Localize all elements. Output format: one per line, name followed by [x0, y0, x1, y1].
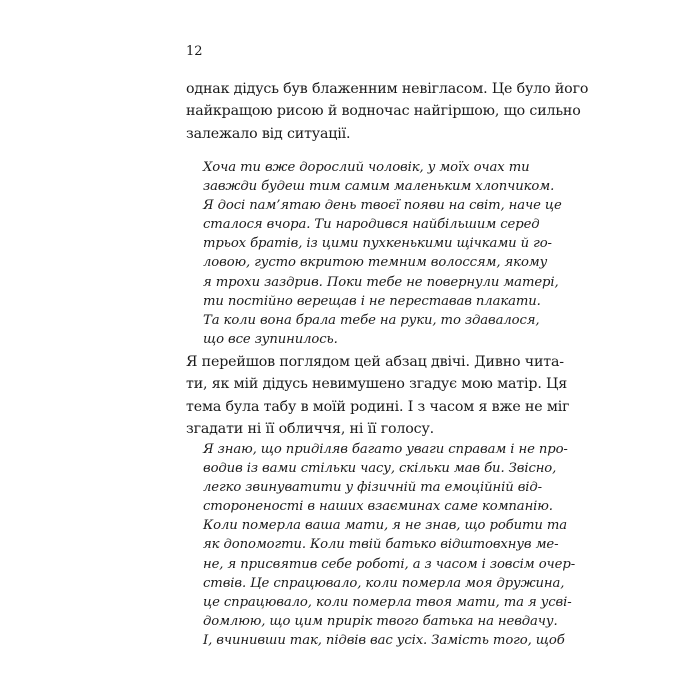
- paragraph-1: [186, 78, 589, 145]
- quote-line: ти постійно верещав і не переставав плакати.: [203, 293, 541, 309]
- quote-line: сталося вчора. Ти народився найбільшим серед: [203, 217, 540, 233]
- quote-line: що все зупинилось.: [203, 331, 338, 347]
- quote-line: Хоча ти вже дорослий чоловік, у моїх очах ти: [203, 160, 530, 175]
- paragraph-2: [186, 351, 570, 441]
- quote-line: завжди будеш тим самим маленьким хлопчиком.: [203, 179, 555, 195]
- quote-line: І, вчинивши так, підвів вас усіх. Замість того, щоб: [203, 632, 565, 648]
- page-number: 12: [186, 44, 203, 59]
- paragraph-line: ти, як мій дідусь невимушено згадує мою матір. Ця: [186, 376, 568, 393]
- letter-quote-2: [203, 440, 576, 650]
- paragraph-line: найкращою рисою й водночас найгіршою, що сильно: [186, 103, 581, 120]
- paragraph-line: згадати ні її обличчя, ні її голосу.: [186, 421, 435, 438]
- quote-line: ствів. Це спрацювало, коли померла моя дружина,: [203, 575, 565, 591]
- quote-line: Я знаю, що приділяв багато уваги справам і не про-: [203, 442, 568, 457]
- quote-line: ловою, густо вкритою темним волоссям, якому: [203, 255, 548, 271]
- paragraph-line: Я перейшов поглядом цей абзац двічі. Дивно чита-: [186, 354, 564, 370]
- quote-line: стороненості в наших взаєминах саме компанію.: [203, 499, 553, 515]
- quote-line: Коли померла ваша мати, я не знав, що робити та: [203, 518, 568, 534]
- quote-line: не, я присвятив себе роботі, а з часом і зовсім очер-: [203, 556, 576, 572]
- paragraph-line: залежало від ситуації.: [186, 125, 351, 142]
- quote-line: я трохи заздрив. Поки тебе не повернули матері,: [203, 274, 559, 290]
- quote-line: водив із вами стільки часу, скільки мав би. Звісно,: [203, 461, 557, 477]
- letter-quote-1: [203, 158, 562, 349]
- quote-line: це спрацювало, коли померла твоя мати, та я усві-: [203, 594, 572, 610]
- paragraph-line: тема була табу в моїй родині. І з часом я вже не міг: [186, 398, 570, 415]
- quote-line: Я досі пам’ятаю день твоєї появи на світ, наче це: [203, 198, 562, 214]
- paragraph-line: однак дідусь був блаженним невігласом. Це було його: [186, 81, 589, 97]
- quote-line: трьох братів, із цими пухкенькими щічками й го-: [203, 236, 552, 252]
- quote-line: легко звинуватити у фізичній та емоційній від-: [203, 480, 543, 496]
- quote-line: домлюю, що цим прирік твого батька на невдачу.: [203, 613, 558, 629]
- quote-line: як допомогти. Коли твій батько відштовхнув ме-: [203, 537, 559, 553]
- quote-line: Та коли вона брала тебе на руки, то здавалося,: [203, 312, 540, 328]
